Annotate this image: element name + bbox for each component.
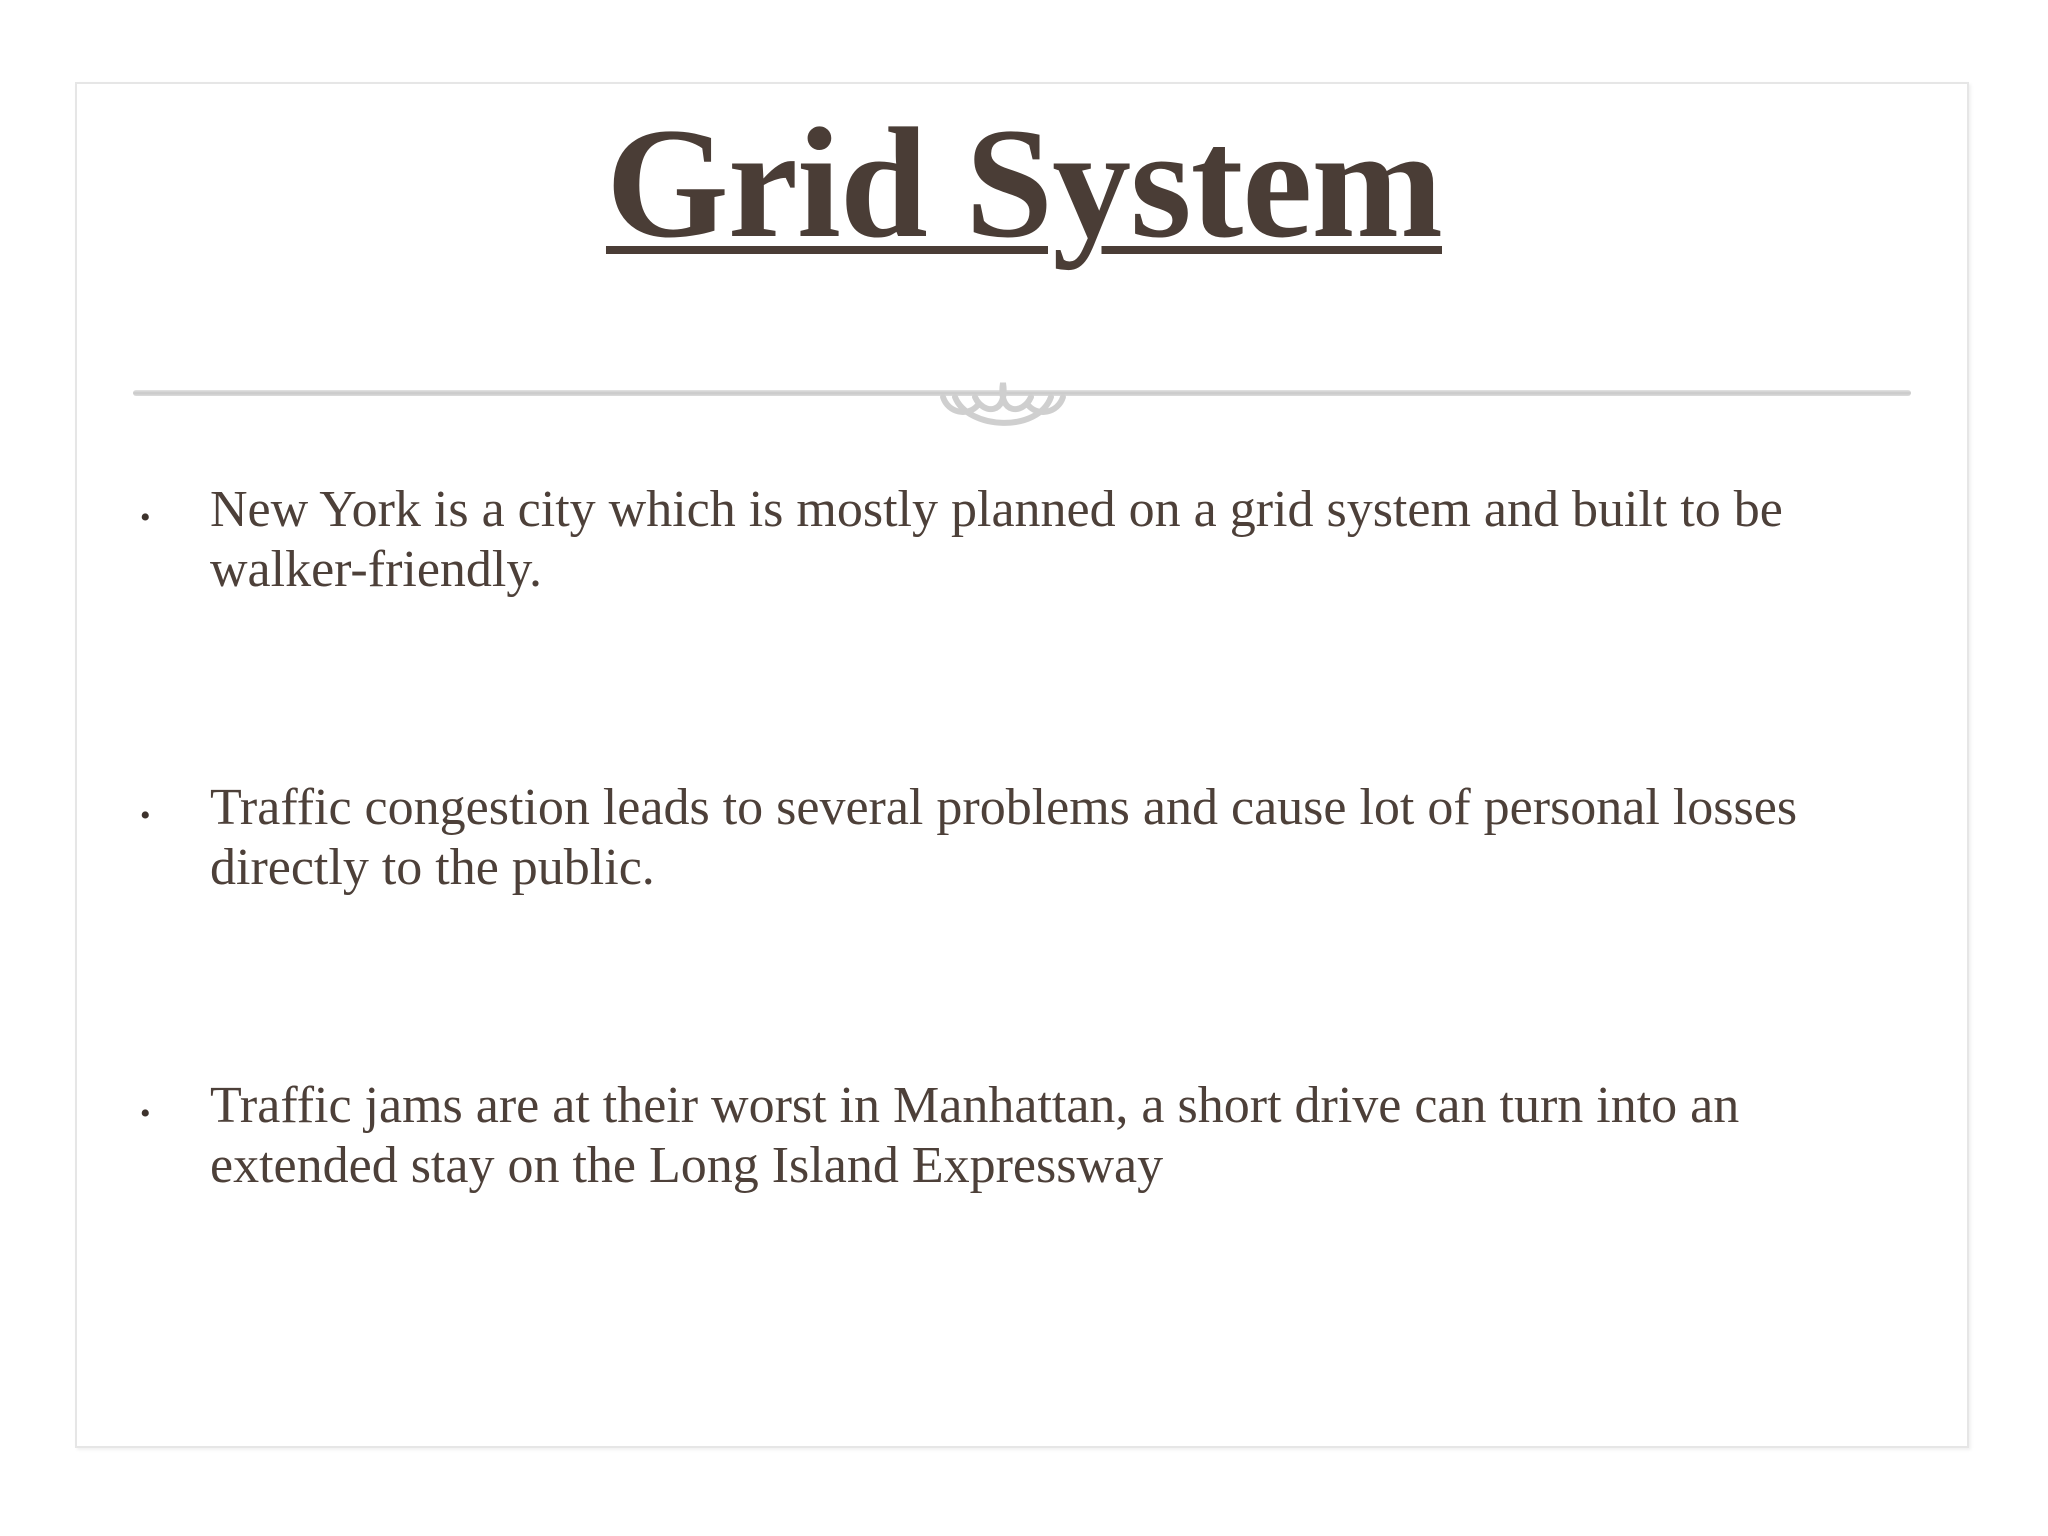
bullet-icon: • [140, 1097, 151, 1130]
bullet-text: New York is a city which is mostly planned on a grid system and built to be walker-friendly. [210, 481, 1783, 598]
slide-frame [75, 82, 1969, 1448]
bullet-icon: • [140, 501, 151, 534]
scroll-ornament-icon [943, 383, 1063, 423]
bullet-text: Traffic jams are at their worst in Manhattan, a short drive can turn into an extended stay on the Long Island Expressway [210, 1077, 1740, 1194]
divider-line [133, 390, 1911, 396]
bullet-icon: • [140, 799, 151, 832]
slide-title-text: Grid System [605, 96, 1442, 271]
slide-title [0, 96, 2048, 271]
bullet-text: Traffic congestion leads to several problems and cause lot of personal losses directly to the public. [210, 779, 1798, 896]
ornament-divider [133, 375, 1911, 445]
